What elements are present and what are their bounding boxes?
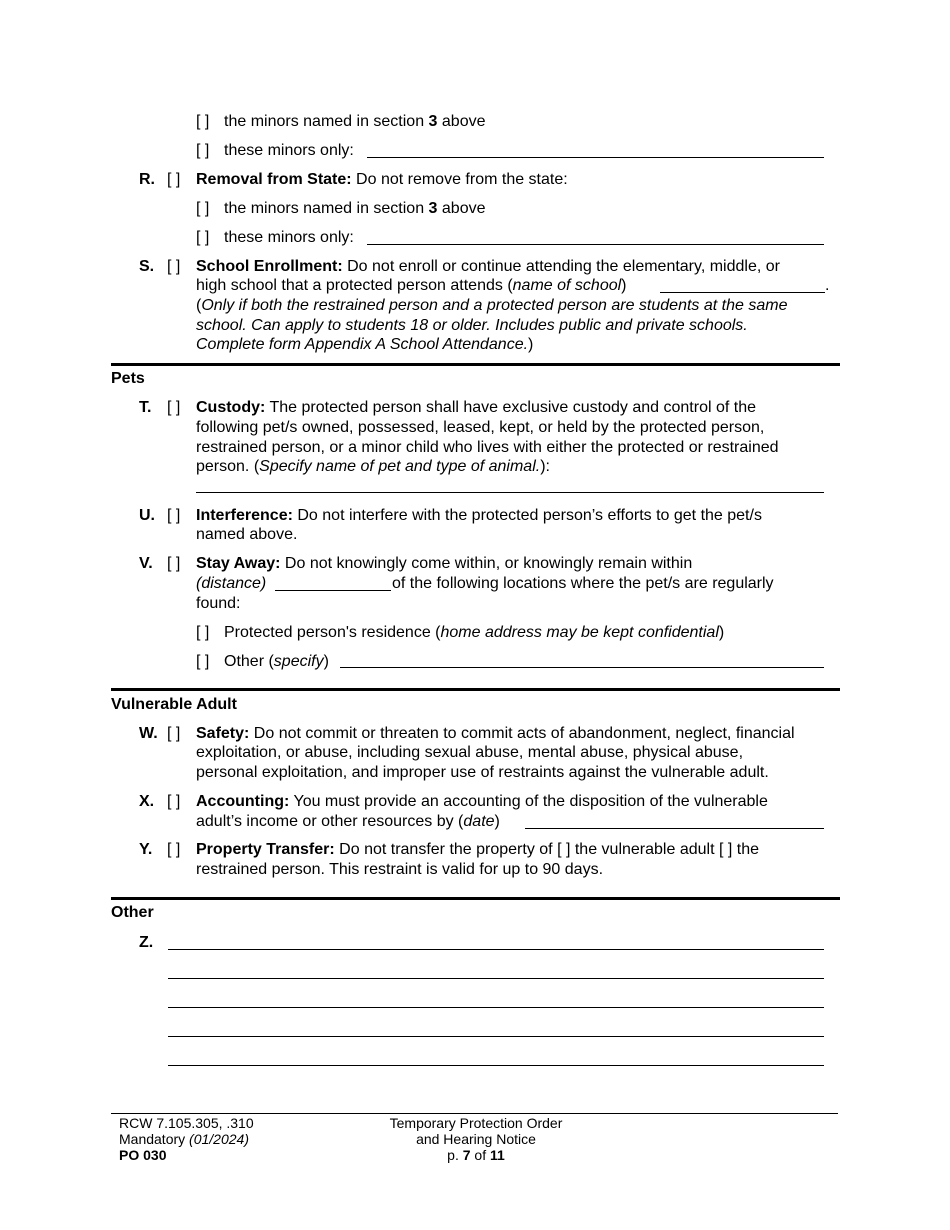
section-header-other: Other [111,904,154,921]
item-italic: date [463,813,495,830]
option-these-minors-only: these minors only: [224,142,354,159]
checkbox[interactable]: [ ] [196,624,210,641]
checkbox[interactable]: [ ] [196,113,210,130]
option-italic: home address may be kept confidential [440,624,719,641]
footer-title-line2: and Hearing Notice [416,1131,536,1147]
custody-line2: following pet/s owned, possessed, leased, kept, or held by the protected person, [196,419,765,436]
stay-away-text [196,554,692,574]
option-text: the minors named in section [224,200,429,217]
item-label-t: T. [139,399,152,416]
minors-fill-line[interactable] [367,157,824,158]
checkbox[interactable]: [ ] [196,653,210,670]
school-enrollment-text [196,257,780,277]
checkbox-vulnerable-adult[interactable]: [ ] [557,841,571,858]
other-location-fill-line[interactable] [340,667,824,668]
footer-rcw: RCW 7.105.305, .310 [119,1115,254,1131]
footer-text: of [470,1147,491,1163]
item-italic: Complete form Appendix A School Attendance. [196,336,529,353]
school-note-line3 [196,335,533,355]
item-text: the [732,841,759,858]
item-text: Do not knowingly come within, or knowingly remain within [280,555,693,572]
checkbox-w[interactable]: [ ] [167,725,181,742]
item-text: You must provide an accounting of the disposition of the vulnerable [289,793,768,810]
footer-text: Mandatory [119,1131,190,1147]
section-number: 3 [428,200,438,217]
item-text: Do not interfere with the protected person’s efforts to get the pet/s [292,507,762,524]
item-text: person. ( [196,458,260,475]
page-total: 11 [490,1147,505,1163]
checkbox-t[interactable]: [ ] [167,399,181,416]
item-title: Stay Away: [196,555,281,572]
footer-rule [111,1113,838,1114]
school-enrollment-line2 [196,276,627,296]
item-text: ) [494,813,500,830]
other-fill-line[interactable] [168,1007,824,1008]
item-label-s: S. [139,258,155,275]
custody-line4 [196,457,550,477]
checkbox-x[interactable]: [ ] [167,793,181,810]
checkbox-u[interactable]: [ ] [167,507,181,524]
period: . [825,277,830,294]
custody-line3: restrained person, or a minor child who lives with either the protected or restrained [196,439,779,456]
item-italic: school. Can apply to students 18 or older. Includes public and private schools. [196,317,748,334]
option-these-minors-only: these minors only: [224,229,354,246]
checkbox[interactable]: [ ] [196,142,210,159]
item-title: Accounting: [196,793,290,810]
footer-mandatory [119,1131,249,1147]
item-text: Do not remove from the state: [351,171,568,188]
item-label-u: U. [139,507,155,524]
checkbox-y[interactable]: [ ] [167,841,181,858]
checkbox-restrained-person[interactable]: [ ] [718,841,733,858]
item-italic: Only if both the restrained person and a protected person are students at the same [201,297,788,314]
option-text: Other ( [224,653,274,670]
option-other [224,652,329,672]
removal-from-state-text [196,170,568,190]
page-current: 7 [462,1147,471,1163]
item-text: The protected person shall have exclusive custody and control of the [265,399,756,416]
stay-away-line3: found: [196,595,241,612]
option-minors-in-section [224,199,486,219]
other-fill-line[interactable] [168,1065,824,1066]
item-text: ) [528,336,534,353]
option-text: Protected person's residence ( [224,624,441,641]
footer-title-line1: Temporary Protection Order [389,1115,563,1131]
item-title: Safety: [196,725,250,742]
distance-fill-line[interactable] [275,590,391,591]
section-number: 3 [428,113,438,130]
option-text: the minors named in section [224,113,429,130]
option-italic: specify [273,653,324,670]
item-title: Property Transfer: [196,841,335,858]
custody-text [196,398,756,418]
item-text: ) [621,277,627,294]
option-text: above [437,113,486,130]
item-italic: name of school [512,277,622,294]
item-label-v: V. [139,555,153,572]
other-fill-line[interactable] [168,949,824,950]
interference-text [196,506,762,526]
item-text: Do not transfer the property of [334,841,558,858]
footer-date: (01/2024) [189,1131,249,1147]
item-label-w: W. [139,725,158,742]
option-protected-residence [224,623,724,643]
other-fill-line[interactable] [168,1036,824,1037]
checkbox-r[interactable]: [ ] [167,171,181,188]
item-title: Removal from State: [196,171,352,188]
footer-form-number: PO 030 [119,1147,167,1163]
item-text: the vulnerable adult [570,841,719,858]
item-text: Do not enroll or continue attending the elementary, middle, or [342,258,780,275]
item-text: Do not commit or threaten to commit acts of abandonment, neglect, financial [249,725,795,742]
item-italic: Specify name of pet and type of animal. [259,458,541,475]
property-transfer-text [196,840,759,860]
date-fill-line[interactable] [525,828,824,829]
option-minors-in-section [224,112,486,132]
item-text: ( [196,297,202,314]
item-label-x: X. [139,793,155,810]
checkbox-v[interactable]: [ ] [167,555,181,572]
accounting-text [196,792,768,812]
pet-description-fill-line[interactable] [196,492,824,493]
accounting-line2 [196,812,500,832]
option-text: ) [323,653,329,670]
item-text: high school that a protected person attends ( [196,277,513,294]
section-header-vulnerable-adult: Vulnerable Adult [111,696,237,713]
minors-fill-line[interactable] [367,244,824,245]
item-label-r: R. [139,171,155,188]
item-title: School Enrollment: [196,258,343,275]
item-title: Interference: [196,507,293,524]
item-label-z: Z. [139,934,154,951]
section-divider [111,897,840,900]
safety-text [196,724,795,744]
footer-form-title [376,1115,576,1163]
interference-line2: named above. [196,526,298,543]
footer-page-number [376,1147,576,1163]
footer-text: p. [447,1147,463,1163]
other-fill-line[interactable] [168,978,824,979]
item-text: ): [540,458,550,475]
section-header-pets: Pets [111,370,145,387]
property-transfer-line2: restrained person. This restraint is valid for up to 90 days. [196,861,604,878]
school-note-line1 [196,296,787,316]
school-name-fill-line[interactable] [660,292,825,293]
item-text: adult’s income or other resources by ( [196,813,464,830]
safety-line3: personal exploitation, and improper use of restraints against the vulnerable adult. [196,764,769,781]
item-label-y: Y. [139,841,153,858]
option-text: ) [718,624,725,641]
section-divider [111,688,840,691]
school-note-line2 [196,316,748,336]
stay-away-line2: of the following locations where the pet/s are regularly [392,575,774,592]
checkbox-s[interactable]: [ ] [167,258,181,275]
checkbox[interactable]: [ ] [196,200,210,217]
item-title: Custody: [196,399,266,416]
section-divider [111,363,840,366]
checkbox[interactable]: [ ] [196,229,210,246]
distance-label: (distance) [196,575,267,592]
option-text: above [437,200,486,217]
safety-line2: exploitation, or abuse, including sexual abuse, mental abuse, physical abuse, [196,744,744,761]
